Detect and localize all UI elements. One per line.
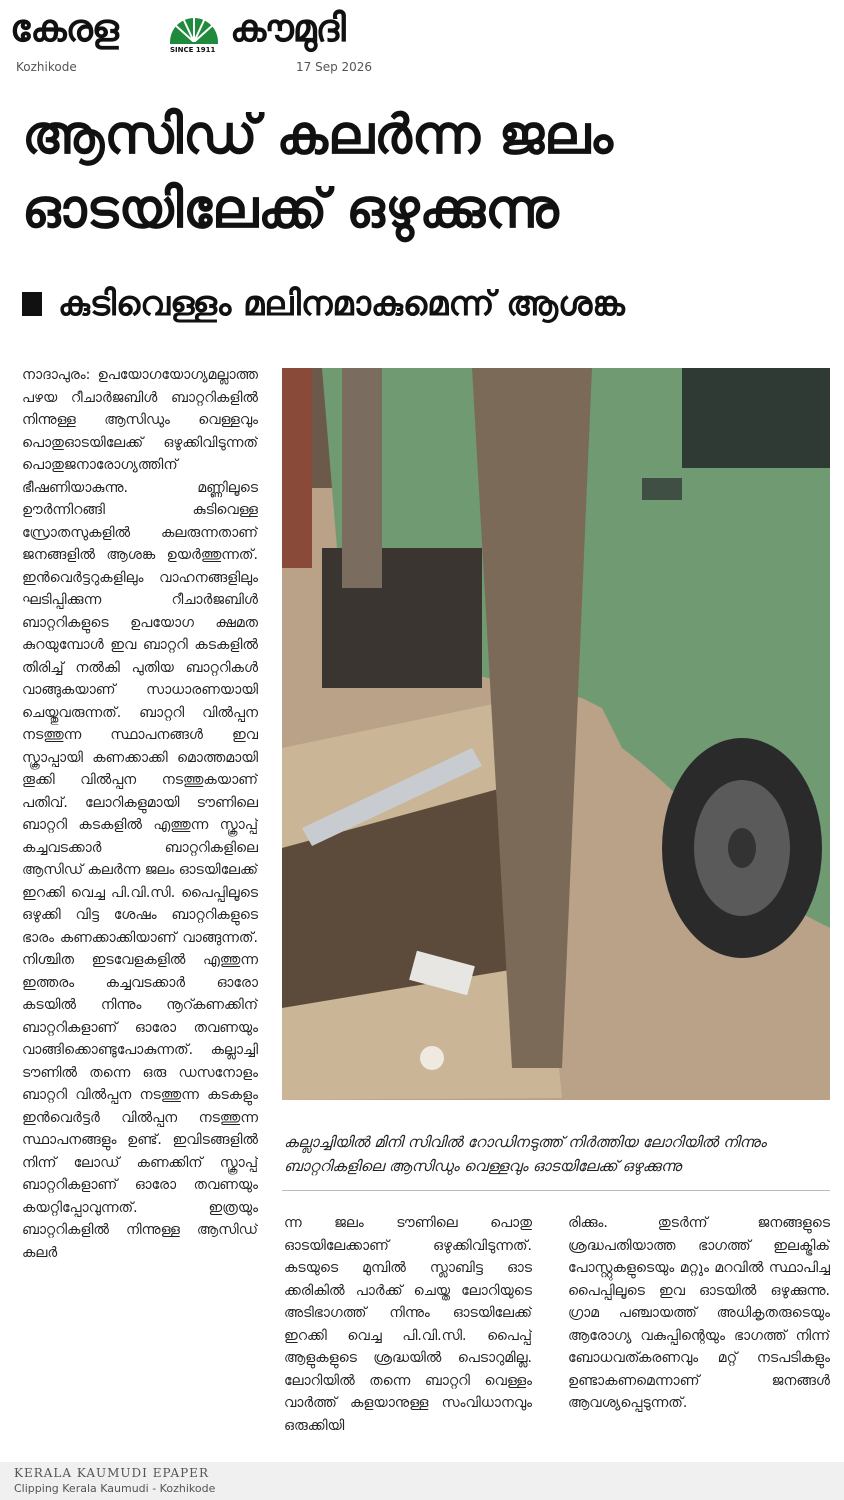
since-label: SINCE 1911 [170, 46, 216, 54]
footer-clipping: Clipping Kerala Kaumudi - Kozhikode [14, 1482, 216, 1495]
photo-caption: കല്ലാച്ചിയിൽ മിനി സിവിൽ റോഡിനടുത്ത് നിർത്തിയ ലോറിയിൽ നിന്നും ബാറ്ററികളിലെ ആസിഡും വെള്ളവും ഓടയിലേക്ക് ഒഴുക്കുന്നു [284, 1133, 767, 1175]
subheadline-text: കുടിവെള്ളം മലിനമാകുമെന്ന് ആശങ്ക [58, 284, 625, 324]
headline-line-2: ഓടയിലേക്ക് ഒഴുക്കുന്നു [22, 177, 559, 240]
headline-line-1: ആസിഡ് കലർന്ന ജലം [22, 103, 613, 166]
masthead-name-right: കൗമുദി [230, 6, 345, 50]
article-column-3: രിക്കും. തുടർന്ന് ജനങ്ങളുടെ ശ്രദ്ധപതിയാത്ത ഭാഗത്ത് ഇലക്ട്രിക് പോസ്റ്റുകളുടെയും മറ്റും മറവിൽ സ്ഥാപിച്ച പൈപ്പിലൂടെ ഇവ ഓടയിൽ ഒഴുക്കുന്നു. ഗ്രാമ പഞ്ചായത്ത് അധികൃതരുടെയും ആരോഗ്യ വകുപ്പിന്റെയും ഭാഗത്ത് നിന്ന് ബോധവത്കരണവും മറ്റ് നടപടികളും ഉണ്ടാകണമെന്നാണ് ജനങ്ങൾ ആവശ്യപ്പെടുന്നത്. [568, 1215, 830, 1411]
masthead-name-left: കേരള [10, 6, 118, 50]
footer-brand: KERALA KAUMUDI EPAPER [14, 1466, 209, 1480]
edition-place: Kozhikode [16, 60, 77, 74]
article-column-1: നാദാപുരം: ഉപയോഗയോഗ്യമല്ലാത്ത പഴയ റീചാർജബിൾ ബാറ്ററികളിൽ നിന്നുള്ള ആസിഡും വെള്ളവും പൊതുഓടയിലേക്ക് ഒഴുക്കിവിടുന്നത് പൊതുജനാരോഗ്യത്തിന് ഭീഷണിയാകുന്നു. മണ്ണിലൂടെ ഊർന്നിറങ്ങി കുടിവെള്ള സ്രോതസുകളിൽ കലരുന്നതാണ് ജനങ്ങളിൽ ആശങ്ക ഉയർത്തുന്നത്. ഇൻവെർട്ടറുകളിലും വാഹനങ്ങളിലും ഘടിപ്പിക്കുന്ന റീചാർജബിൾ ബാറ്ററികളുടെ ഉപയോഗ ക്ഷമത കുറയുമ്പോൾ ഇവ ബാറ്ററി കടകളിൽ തിരിച്ച് നൽകി പുതിയ ബാറ്ററികൾ വാങ്ങുകയാണ് സാധാരണയായി ചെയ്തുവരുന്നത്. ബാറ്ററി വിൽപ്പന നടത്തുന്ന സ്ഥാപനങ്ങൾ ഇവ സ്ക്രാപ്പായി കണക്കാക്കി മൊത്തമായി തൂക്കി വിൽപ്പന നടത്തുകയാണ് പതിവ്. ലോറികളുമായി ടൗണിലെ ബാറ്ററി കടകളിൽ എത്തുന്ന സ്ക്രാപ്പ് കച്ചവടക്കാർ ബാറ്ററികളിലെ ആസിഡ് കലർന്ന ജലം ഓടയിലേക്ക് ഇറക്കി വെച്ച പി.വി.സി. പൈപ്പിലൂടെ ഒഴുക്കി വിട്ട ശേഷം ബാറ്ററികളുടെ ഭാരം കണക്കാക്കിയാണ് വാങ്ങുന്നത്. നിശ്ചിത ഇടവേളകളിൽ എത്തുന്ന ഇത്തരം കച്ചവടക്കാർ ഓരോ കടയിൽ നിന്നും നൂറ്കണക്കിന് ബാറ്ററികളാണ് ഓരോ തവണയും വാങ്ങിക്കൊണ്ടുപോകുന്നത്. കല്ലാച്ചി ടൗണിൽ തന്നെ ഒരു ഡസനോളം ബാറ്ററി വിൽപ്പന നടത്തുന്ന കടകളും ഇൻവെർട്ടർ വിൽപ്പന നടത്തുന്ന സ്ഥാപനങ്ങളും ഉണ്ട്. ഇവിടങ്ങളിൽ നിന്ന് ലോഡ് കണക്കിന് സ്ക്രാപ്പ് ബാറ്ററികളാണ് ഓരോ തവണയും കയറ്റിപ്പോവുന്നത്. ഇത്രയും ബാറ്ററികളിൽ നിന്നുള്ള ആസിഡ് കലർ [22, 367, 258, 1261]
article-column-2: ന്ന ജലം ടൗണിലെ പൊതു ഓടയിലേക്കാണ് ഒഴുക്കിവിടുന്നത്. കടയുടെ മുമ്പിൽ സ്ലാബിട്ട ഓട ക്കരികിൽ പാർക്ക് ചെയ്ത ലോറിയുടെ അടിഭാഗത്ത് നിന്നും ഓടയിലേക്ക് ഇറക്കി വെച്ച പി.വി.സി. പൈപ്പ് ആളുകളുടെ ശ്രദ്ധയിൽ പെടാറുമില്ല. ലോറിയിൽ തന്നെ ബാറ്ററി വെള്ളം വാർത്ത് കളയാനുള്ള സംവിധാനവും ഒരുക്കിയി [284, 1215, 532, 1434]
bullet-square-icon [22, 292, 42, 316]
subheadline [22, 284, 822, 324]
edition-date: 17 Sep 2026 [296, 60, 373, 74]
headline [22, 98, 822, 246]
news-photo [282, 368, 830, 1100]
news-photo-illustration [282, 368, 830, 1100]
caption-divider [282, 1190, 830, 1191]
